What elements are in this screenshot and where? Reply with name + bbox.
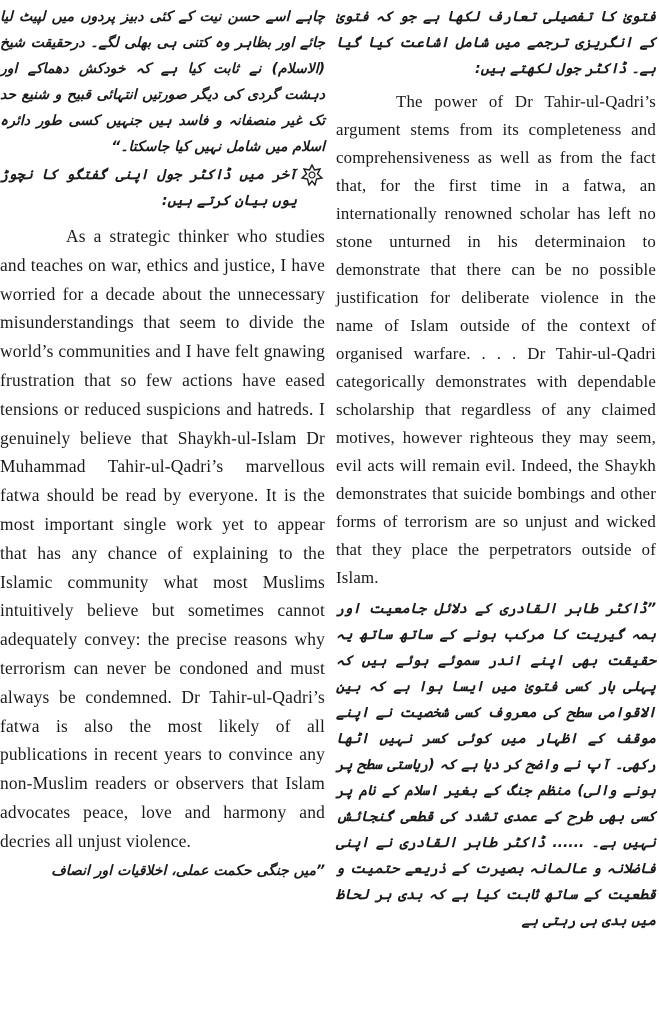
right-english-quote: The power of Dr Tahir-ul-Qadri’s argument stems from its completeness and comprehensiveness as well as from the fact that, for the first time in a fatwa, an internationally renowned scholar has left no stone unturned in his determinaion to demonstrate that there can be no possible justification for deliberate violence in the name of Islam outside of the context of organised warfare. . . . Dr Tahir-ul-Qadri categorically demonstrates with dependable scholarship that regardless of any claimed motives, however righteous they may seem, evil acts will remain evil. Indeed, the Shaykh demonstrates that suicide bombings and other forms of terrorism are so unjust and wicked that they place the perpetrators outside of Islam.	[336, 92, 656, 587]
left-urdu-bottom-heading: ”میں جنگی حکمت عملی، اخلاقیات اور انصاف	[51, 862, 325, 879]
right-column	[336, 0, 656, 934]
right-urdu-bottom-paragraph: ”ڈاکٹر طاہر القادری کے دلائل جامعیت اور ہمہ گیریت کا مرکب ہونے کے ساتھ ساتھ یہ حقیقت بھی اپنے اندر سموئے ہوئے ہیں کہ پہلی بار کسی فتویٰ میں ایسا ہوا ہے کہ بین الاقوامی سطح کی معروف کسی شخصیت نے اپنے موقف کے اظہار میں کوئی کسر نہیں اٹھا رکھی۔ آپ نے واضح کر دیا ہے کہ (ریاستی سطح پر ہونے والی) منظم جنگ کے بغیر اسلام کے نام پر کسی بھی طرح کے عمدی تشدد کی قطعی گنجائش نہیں ہے۔ ...... ڈاکٹر طاہر القادری نے اپنی فاضلانہ و عالمانہ بصیرت کے ذریعے حتمیت و قطعیت کے ساتھ ثابت کیا ہے کہ بدی ہر لحاظ میں بدی ہی رہتی ہے	[336, 601, 656, 929]
left-urdu-top-paragraph: چاہے اسے حسن نیت کے کئی دبیز پردوں میں لپیٹ لیا جائے اور بظاہر وہ کتنی ہی بھلی لگے۔ درحقیقت شیخ (الاسلام) نے ثابت کیا ہے کہ خودکش دھماکے اور دہشت گردی کی دیگر صورتیں انتہائی قبیح و شنیع حد تک غیر منصفانہ و فاسد ہیں جنہیں کسی طور دائرہ اسلام میں شامل نہیں کیا جاسکتا۔“	[0, 9, 325, 155]
left-urdu-bullet-text: آخر میں ڈاکٹر جول اپنی گفتگو کا نچوڑ یوں بیان کرتے ہیں:	[0, 167, 297, 209]
left-english-quote: As a strategic thinker who studies and teaches on war, ethics and justice, I have worried for a decade about the unnecessary misunderstandings that seem to divide the world’s communities and I have felt gnawing frustration that so few actions have eased tensions or reduced suspicions and hatreds. I genuinely believe that Shaykh-ul-Islam Dr Muhammad Tahir-ul-Qadri’s marvellous fatwa should be read by everyone. It is the most important single work yet to appear that has any chance of explaining to the Islamic community what most Muslims intuitively believe but sometimes cannot adequately convey: the precise reasons why terrorism can never be condoned and must always be condemned. Dr Tahir-ul-Qadri’s fatwa is also the most likely of all publications in recent years to convince any non-Muslim readers or observers that Islam advocates peace, love and harmony and decries all unjust violence.	[0, 226, 325, 851]
right-urdu-top-paragraph: فتویٰ کا تفصیلی تعارف لکھا ہے جو کہ فتویٰ کے انگریزی ترجمے میں شامل اشاعت کیا گیا ہے۔ ڈاکٹر جول لکھتے ہیں:	[336, 9, 656, 77]
left-bullet-paragraph	[0, 162, 325, 214]
left-column	[0, 0, 325, 884]
decorative-star-icon	[301, 164, 323, 186]
